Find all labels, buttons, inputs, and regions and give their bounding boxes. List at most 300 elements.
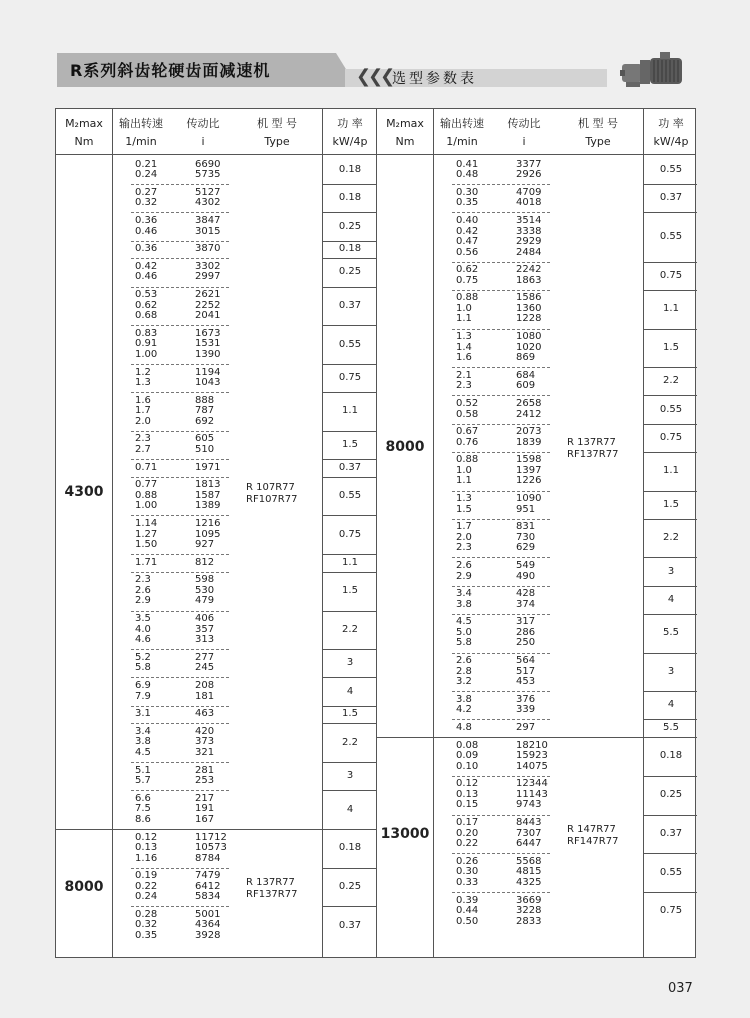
speed-value: 0.22 [456,838,479,850]
group-separator [131,392,229,393]
group-separator [452,184,550,185]
group-separator [131,762,229,763]
speed-value: 0.46 [135,225,158,237]
power-separator [643,586,697,587]
ratio-value: 927 [195,539,215,550]
group-separator [452,367,550,368]
ratio-value: 2412 [516,408,542,420]
header-ratio-unit: i [522,135,526,148]
power-value: 0.18 [338,164,362,176]
ratio-value: 374 [516,598,536,610]
speed-value: 2.0 [456,531,472,543]
power-value: 1.5 [663,341,679,353]
header-speed-unit: 1/min [446,135,478,148]
speed-value: 0.36 [135,243,158,255]
power-value: 0.37 [659,827,683,839]
gear-motor-icon [620,50,686,90]
speed-value: 0.19 [135,870,158,882]
header-power-cn: 功 率 [658,117,684,130]
speed-value: 0.75 [456,274,479,286]
speed-value: 5.8 [456,637,472,649]
speed-value: 0.40 [456,215,479,226]
group-separator [452,586,550,587]
speed-value: 0.50 [456,915,479,927]
speed-value: 0.88 [456,454,479,466]
speed-value: 0.35 [135,929,158,941]
group-separator [131,212,229,213]
model-type: R 137R77 [246,876,295,888]
speed-value: 1.3 [135,377,151,388]
power-value: 4 [667,593,675,605]
power-value: 2.2 [342,623,358,635]
speed-value: 0.09 [456,750,479,762]
power-value: 0.55 [338,338,362,350]
model-type: R 137R77 [567,436,616,448]
ratio-value: 1228 [516,313,542,325]
power-value: 5.5 [663,627,679,639]
ratio-value: 2929 [516,236,542,247]
speed-value: 1.0 [456,302,472,314]
page-title: R系列斜齿轮硬齿面减速机 [70,61,271,80]
power-separator [322,459,376,460]
power-value: 0.55 [659,866,683,878]
ratio-value: 4364 [195,919,221,931]
power-separator [643,691,697,692]
ratio-value: 217 [195,792,215,804]
group-separator [452,614,550,615]
speed-value: 0.17 [456,817,479,829]
power-separator [643,853,697,854]
speed-value: 0.76 [456,436,479,448]
power-value: 0.75 [338,372,362,383]
group-separator [131,706,229,707]
ratio-value: 12344 [516,778,548,790]
power-value: 0.37 [659,192,683,204]
power-separator [322,287,376,288]
ratio-value: 9743 [516,799,542,811]
speed-value: 1.50 [135,539,158,550]
m2max-value: 8000 [64,878,104,895]
ratio-value: 281 [195,764,215,776]
ratio-value: 1813 [195,479,221,491]
model-type: RF137R77 [246,888,298,900]
header-torque-unit: Nm [74,135,94,148]
ratio-value: 1090 [516,493,542,505]
ratio-value: 490 [516,570,536,582]
group-separator [131,723,229,724]
ratio-value: 1397 [516,464,542,476]
speed-value: 0.58 [456,408,479,420]
ratio-value: 339 [516,704,536,716]
group-separator [452,892,550,893]
power-value: 1.1 [342,556,358,568]
ratio-value: 1586 [516,292,542,304]
speed-value: 0.26 [456,855,479,867]
header-model-cn: 机 型 号 [578,117,618,130]
speed-value: 3.8 [456,693,472,705]
power-separator [322,184,376,185]
speed-value: 0.22 [135,880,158,892]
speed-value: 0.12 [456,778,479,790]
ratio-value: 1360 [516,302,542,314]
ratio-value: 530 [195,584,215,596]
power-value: 4 [346,685,354,697]
power-value: 2.2 [663,532,679,544]
speed-value: 0.56 [456,246,479,258]
ratio-value: 286 [516,626,536,638]
speed-value: 0.46 [135,271,158,283]
speed-value: 5.8 [135,662,151,674]
group-separator [452,776,550,777]
ratio-value: 6447 [516,838,542,850]
power-value: 1.1 [663,465,679,477]
ratio-value: 321 [195,746,215,758]
power-separator [643,815,697,816]
ratio-value: 250 [516,637,536,649]
ratio-value: 18210 [516,739,548,751]
ratio-value: 373 [195,736,215,748]
power-value: 5.5 [663,722,679,734]
ratio-value: 5834 [195,891,221,903]
group-separator [452,290,550,291]
power-separator [322,790,376,791]
m2max-value: 8000 [385,438,425,455]
speed-value: 5.1 [135,764,151,776]
ratio-value: 869 [516,352,536,364]
ratio-value: 6690 [195,158,221,170]
ratio-value: 1389 [195,500,221,512]
group-separator [452,395,550,396]
power-separator [322,649,376,650]
speed-value: 0.39 [456,894,479,906]
power-value: 1.5 [342,438,358,450]
power-separator [643,424,697,425]
speed-value: 2.3 [456,542,472,554]
speed-value: 4.0 [135,623,151,635]
ratio-value: 463 [195,708,215,720]
ratio-value: 1673 [195,327,221,339]
ratio-value: 181 [195,690,215,702]
ratio-value: 951 [516,503,536,515]
ratio-value: 517 [516,665,536,677]
power-separator [322,677,376,678]
power-separator [643,614,697,615]
ratio-value: 5001 [195,908,221,920]
ratio-value: 2833 [516,915,542,927]
speed-value: 0.36 [135,215,158,226]
speed-value: 6.9 [135,680,151,691]
chevron-icon: ❮❮❮ [356,66,393,87]
speed-value: 0.67 [456,426,479,438]
ratio-value: 629 [516,542,536,554]
power-value: 3 [667,665,675,677]
ratio-value: 420 [195,725,215,737]
speed-value: 0.32 [135,197,158,209]
speed-value: 7.5 [135,803,151,815]
speed-value: 0.48 [456,169,479,181]
power-value: 0.25 [659,789,683,801]
ratio-value: 1971 [195,461,221,473]
header-power-unit: kW/4p [653,135,689,148]
speed-value: 0.21 [135,158,158,170]
ratio-value: 1863 [516,274,542,286]
ratio-value: 812 [195,556,215,568]
power-value: 0.75 [338,528,362,540]
ratio-value: 4302 [195,197,221,209]
speed-value: 0.24 [135,891,158,903]
ratio-value: 564 [516,655,536,667]
speed-value: 5.7 [135,775,151,787]
ratio-value: 1531 [195,338,221,350]
ratio-value: 2658 [516,398,542,409]
power-value: 0.18 [338,243,362,255]
ratio-value: 3228 [516,905,542,916]
power-value: 1.5 [663,498,679,510]
ratio-value: 245 [195,662,215,674]
speed-value: 2.8 [456,665,472,677]
power-separator [322,868,376,869]
group-separator [452,815,550,816]
speed-value: 4.6 [135,634,151,646]
table-header [377,109,697,155]
ratio-value: 6412 [195,880,221,892]
ratio-value: 3338 [516,225,542,237]
speed-value: 0.20 [456,827,479,839]
ratio-value: 2242 [516,264,542,276]
power-value: 0.37 [338,299,362,311]
speed-value: 3.8 [456,598,472,610]
ratio-value: 1216 [195,518,221,529]
model-type: RF107R77 [246,494,298,506]
ratio-value: 510 [195,443,215,455]
group-separator [452,452,550,453]
ratio-value: 277 [195,651,215,663]
power-separator [322,906,376,907]
speed-value: 0.13 [456,788,479,800]
speed-value: 2.6 [456,560,472,571]
speed-value: 0.33 [456,876,479,888]
ratio-value: 1598 [516,454,542,466]
power-value: 0.55 [338,490,362,502]
power-value: 3 [346,770,354,782]
speed-value: 0.47 [456,236,479,247]
header-ratio-cn: 传动比 [507,117,541,130]
power-separator [643,212,697,213]
power-separator [643,290,697,291]
ratio-value: 5735 [195,169,221,181]
ratio-value: 15923 [516,750,548,762]
speed-value: 1.27 [135,528,158,540]
ratio-value: 313 [195,634,215,646]
power-value: 3 [667,565,675,577]
group-separator [131,572,229,573]
ratio-value: 549 [516,560,536,571]
m2max-value: 13000 [380,825,430,842]
speed-value: 3.1 [135,708,151,720]
speed-value: 0.42 [456,225,479,237]
power-value: 1.1 [663,303,679,315]
ratio-value: 14075 [516,760,548,772]
group-separator [452,262,550,263]
header-power-unit: kW/4p [332,135,368,148]
ratio-value: 3302 [195,260,221,272]
page-subtitle: 选型参数表 [392,71,477,87]
ratio-value: 1390 [195,348,221,360]
speed-value: 3.4 [135,725,151,737]
power-separator [322,325,376,326]
speed-value: 1.00 [135,348,158,360]
group-separator [131,325,229,326]
ratio-value: 7479 [195,870,221,882]
group-separator [131,611,229,612]
power-separator [643,776,697,777]
speed-value: 2.3 [456,380,472,392]
power-separator [322,706,376,707]
ratio-value: 2073 [516,426,542,438]
ratio-value: 2041 [195,310,221,322]
group-separator [131,258,229,259]
page-header [0,0,750,100]
ratio-value: 167 [195,813,215,825]
speed-value: 1.1 [456,475,472,487]
header-torque-unit: Nm [395,135,415,148]
power-value: 0.18 [338,192,362,204]
power-value: 0.25 [338,220,362,232]
speed-value: 4.2 [456,704,472,716]
ratio-value: 1020 [516,341,542,353]
speed-value: 4.5 [456,616,472,628]
group-separator [131,868,229,869]
speed-value: 2.6 [135,584,151,596]
ratio-value: 428 [516,588,536,600]
speed-value: 3.2 [456,676,472,688]
header-speed-cn: 输出转速 [440,117,484,130]
ratio-value: 479 [195,595,215,607]
speed-value: 1.00 [135,500,158,512]
power-value: 0.25 [338,266,362,278]
ratio-value: 3377 [516,158,542,170]
section-separator [377,737,697,738]
model-type: RF147R77 [567,835,619,847]
power-value: 3 [346,657,354,669]
header-model-cn: 机 型 号 [257,117,297,130]
speed-value: 1.6 [135,394,151,406]
speed-value: 6.6 [135,792,151,804]
power-value: 1.5 [342,708,358,720]
speed-value: 2.1 [456,369,472,381]
speed-value: 2.0 [135,415,151,427]
ratio-value: 453 [516,676,536,688]
group-separator [131,431,229,432]
group-separator [452,557,550,558]
speed-value: 2.9 [135,595,151,607]
ratio-value: 2252 [195,299,221,311]
group-separator [131,906,229,907]
ratio-value: 692 [195,415,215,427]
page-number: 037 [668,981,693,996]
ratio-value: 7307 [516,827,542,839]
speed-value: 0.35 [456,197,479,209]
header-model-unit: Type [264,135,290,148]
speed-value: 7.9 [135,690,151,702]
ratio-value: 11143 [516,788,548,800]
ratio-value: 787 [195,405,215,417]
model-type: R 147R77 [567,823,616,835]
m2max-value: 4300 [64,484,104,501]
ratio-value: 605 [195,433,215,445]
power-separator [322,762,376,763]
group-separator [131,241,229,242]
power-value: 0.75 [659,431,683,443]
speed-value: 5.2 [135,651,151,663]
ratio-value: 3870 [195,243,221,255]
group-separator [452,329,550,330]
header-speed-cn: 输出转速 [119,117,163,130]
ratio-value: 2926 [516,169,542,181]
group-separator [131,554,229,555]
group-separator [131,287,229,288]
speed-value: 0.42 [135,260,158,272]
torque-col-divider [433,109,434,957]
power-value: 1.5 [342,585,358,597]
power-separator [643,892,697,893]
right-table [377,109,697,957]
ratio-value: 5568 [516,855,542,867]
speed-value: 1.0 [456,464,472,476]
speed-value: 0.32 [135,919,158,931]
power-value: 0.55 [659,403,683,415]
speed-value: 2.6 [456,655,472,667]
ratio-value: 1043 [195,377,221,388]
header-power-cn: 功 率 [337,117,363,130]
power-separator [643,367,697,368]
ratio-value: 4815 [516,866,542,878]
speed-value: 0.71 [135,461,158,473]
ratio-value: 4709 [516,186,542,198]
speed-value: 0.88 [135,489,158,501]
section-separator [56,829,376,830]
ratio-value: 376 [516,693,536,705]
speed-value: 0.28 [135,908,158,920]
ratio-value: 2484 [516,246,542,258]
table-header [56,109,376,155]
speed-value: 2.3 [135,433,151,445]
power-value: 0.18 [659,750,683,762]
speed-value: 0.15 [456,799,479,811]
ratio-value: 3514 [516,215,542,226]
power-separator [643,184,697,185]
power-value: 0.75 [659,269,683,281]
power-separator [643,395,697,396]
speed-value: 8.6 [135,813,151,825]
speed-value: 0.44 [456,905,479,916]
group-separator [452,424,550,425]
speed-value: 5.0 [456,626,472,638]
parameter-table [55,108,696,958]
group-separator [452,719,550,720]
group-separator [452,691,550,692]
ratio-value: 609 [516,380,536,392]
power-separator [322,515,376,516]
speed-value: 0.12 [135,831,158,843]
power-separator [643,491,697,492]
group-separator [452,491,550,492]
ratio-value: 208 [195,680,215,691]
header-torque-cn: M₂max [65,117,103,130]
power-value: 4 [667,699,675,711]
ratio-value: 1095 [195,528,221,540]
power-separator [322,241,376,242]
